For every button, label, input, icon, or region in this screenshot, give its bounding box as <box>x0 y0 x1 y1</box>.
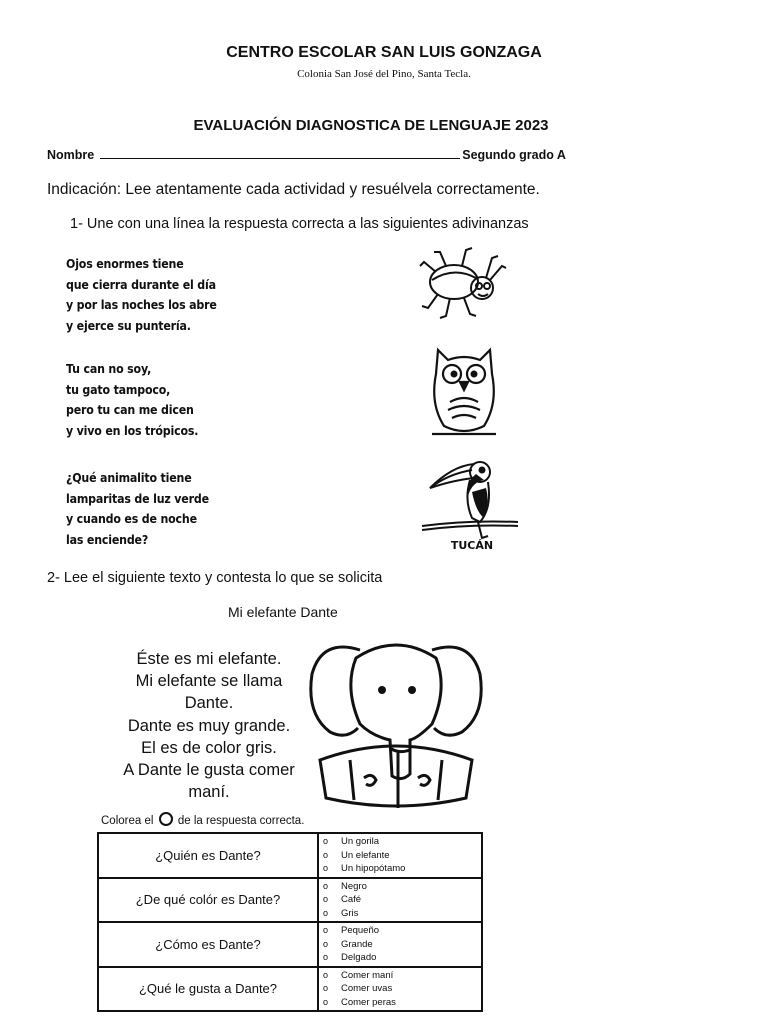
exam-title: EVALUACIÓN DIAGNOSTICA DE LENGUAJE 2023 <box>193 117 549 134</box>
section1-title: 1- Une con una línea la respuesta correcta a las siguientes adivinanzas <box>70 216 529 232</box>
riddle-line: Ojos enormes tiene <box>66 257 184 271</box>
table-row <box>98 878 482 923</box>
riddle-line: y por las noches los abre <box>66 298 217 312</box>
options-cell <box>318 833 482 878</box>
instruction-after: de la respuesta correcta. <box>177 815 305 827</box>
school-name: CENTRO ESCOLAR SAN LUIS GONZAGA <box>226 44 542 61</box>
riddle-line: que cierra durante el día <box>66 277 216 292</box>
quiz-table <box>97 832 483 1012</box>
riddle-line: tu gato tampoco, <box>66 382 171 397</box>
toucan-picture <box>418 452 522 552</box>
story-text <box>96 648 322 803</box>
question-cell: ¿Qué le gusta a Dante? <box>98 967 318 1012</box>
instruction-before: Colorea el <box>101 815 154 827</box>
option-item[interactable]: o Café <box>323 893 481 907</box>
question-cell: ¿Cómo es Dante? <box>98 922 318 967</box>
riddle-1 <box>66 254 217 336</box>
option-item[interactable]: o Comer maní <box>323 969 481 983</box>
circle-icon <box>159 812 173 826</box>
story-title: Mi elefante Dante <box>228 604 338 620</box>
options-cell <box>318 878 482 923</box>
instruction-text <box>101 812 304 827</box>
option-item[interactable]: o Gris <box>323 907 481 921</box>
name-row <box>47 148 587 162</box>
section2-title: 2- Lee el siguiente texto y contesta lo que se solicita <box>47 570 383 586</box>
table-row <box>98 833 482 878</box>
story-line: Éste es mi elefante. <box>136 650 282 668</box>
story-line: Dante es muy grande. <box>127 716 291 735</box>
story-line: Dante. <box>184 694 234 713</box>
riddle-line: Tu can no soy, <box>66 362 152 376</box>
option-item[interactable]: o Delgado <box>323 951 481 965</box>
riddle-2 <box>66 359 198 441</box>
toucan-label: TUCÁN <box>450 539 494 552</box>
riddle-line: y vivo en los trópicos. <box>66 423 199 438</box>
story-line: El es de color gris. <box>141 738 277 757</box>
option-item[interactable]: o Un elefante <box>323 849 481 863</box>
riddle-line: lamparitas de luz verde <box>66 491 209 506</box>
riddle-line: ¿Qué animalito tiene <box>66 471 192 485</box>
story-line: maní. <box>188 783 230 802</box>
option-item[interactable]: o Comer uvas <box>323 982 481 996</box>
options-cell <box>318 967 482 1012</box>
option-item[interactable]: o Negro <box>323 880 481 894</box>
firefly-picture <box>418 244 508 326</box>
option-item[interactable]: o Grande <box>323 938 481 952</box>
table-row <box>98 922 482 967</box>
name-label: Nombre <box>47 148 95 162</box>
riddle-3 <box>66 468 209 550</box>
question-cell: ¿De qué colór es Dante? <box>98 878 318 923</box>
riddle-line: y ejerce su puntería. <box>66 318 191 333</box>
option-item[interactable]: o Comer peras <box>323 996 481 1010</box>
option-item[interactable]: o Un gorila <box>323 835 481 849</box>
owl-picture <box>428 344 500 438</box>
table-row <box>98 967 482 1012</box>
grade-label: Segundo grado A <box>462 148 566 162</box>
options-cell <box>318 922 482 967</box>
story-line: A Dante le gusta comer <box>123 761 295 780</box>
name-blank-line[interactable] <box>100 157 460 159</box>
riddle-line: las enciende? <box>66 532 149 547</box>
story-line: Mi elefante se llama <box>135 672 283 691</box>
riddle-line: pero tu can me dicen <box>66 403 194 417</box>
school-address: Colonia San José del Pino, Santa Tecla. <box>297 68 471 80</box>
option-item[interactable]: o Un hipopótamo <box>323 862 481 876</box>
option-item[interactable]: o Pequeño <box>323 924 481 938</box>
indication-text: Indicación: Lee atentamente cada actividad y resuélvela correctamente. <box>47 181 540 198</box>
elephant-picture <box>306 628 486 814</box>
question-cell: ¿Quién es Dante? <box>98 833 318 878</box>
riddle-line: y cuando es de noche <box>66 512 197 526</box>
